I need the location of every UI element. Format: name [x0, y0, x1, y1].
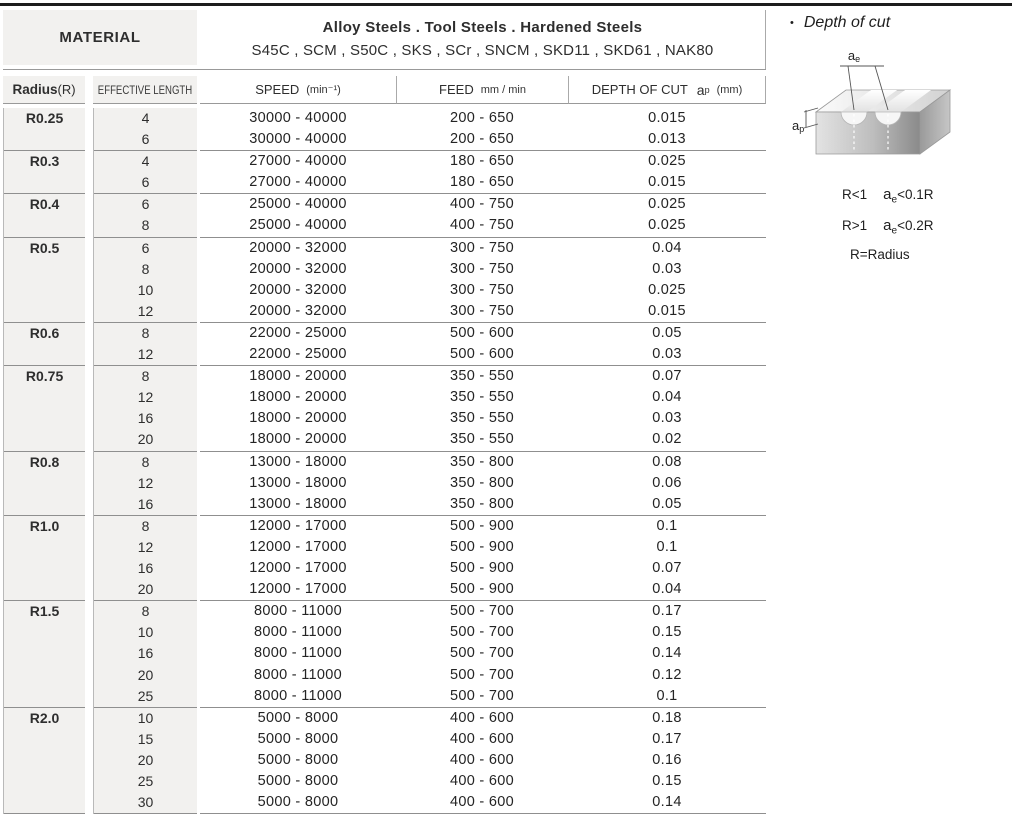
depth-of-cut-cell: 0.03	[652, 410, 682, 427]
effective-length-cell: 10	[137, 624, 154, 641]
table-row	[200, 366, 766, 387]
radius-group-cell	[4, 452, 85, 516]
radius-group-label: R0.5	[29, 239, 60, 256]
radius-group-cell	[4, 516, 85, 601]
feed-cell: 400 - 600	[450, 730, 514, 747]
feed-cell: 400 - 600	[450, 773, 514, 789]
speed-feed-depth-column	[200, 108, 766, 814]
depth-header-symbol-sub: p	[704, 84, 710, 95]
rule-condition: R<1	[842, 187, 868, 202]
speed-cell: 30000 - 40000	[249, 110, 347, 126]
effective-length-cell: 6	[141, 131, 150, 148]
radius-group-cell	[4, 108, 85, 151]
effective-length-column-header	[93, 76, 197, 104]
feed-cell: 500 - 700	[450, 603, 514, 620]
effective-length-cell: 12	[137, 538, 154, 555]
effective-length-cell: 8	[141, 260, 150, 277]
rule-expression: <0.2R	[897, 217, 934, 233]
depth-of-cut-cell: 0.14	[652, 645, 682, 662]
radius-group-label: R0.75	[25, 368, 64, 385]
rule-symbol-sub: e	[891, 225, 898, 237]
depth-of-cut-cell: 0.12	[652, 666, 682, 683]
speed-cell: 5000 - 8000	[257, 794, 339, 811]
effective-length-cell: 30	[137, 794, 154, 811]
depth-of-cut-cell: 0.025	[648, 196, 686, 213]
feed-cell: 400 - 600	[450, 709, 514, 726]
effective-length-cell: 12	[137, 302, 154, 319]
data-group-cell	[200, 238, 766, 323]
effective-length-cell: 6	[141, 174, 150, 191]
length-group-cell	[94, 238, 197, 323]
speed-column-header	[200, 76, 397, 104]
effective-length-cell: 12	[137, 474, 154, 491]
speed-cell: 8000 - 11000	[254, 687, 342, 704]
length-group-cell	[94, 601, 197, 708]
table-row	[200, 792, 766, 813]
rule-symbol: a	[883, 186, 892, 203]
radius-group-label: R1.5	[29, 603, 60, 620]
table-row	[200, 108, 766, 129]
feed-cell: 350 - 800	[450, 453, 514, 470]
ae-rules	[842, 186, 1008, 236]
effective-length-cell: 8	[141, 517, 150, 534]
cutting-conditions-table	[3, 10, 766, 814]
data-group-cell	[200, 452, 766, 516]
depth-of-cut-cell: 0.17	[652, 603, 682, 620]
rule-symbol-sub: e	[891, 194, 898, 206]
rule-symbol: a	[883, 216, 892, 234]
depth-header-unit: (mm)	[716, 83, 743, 96]
speed-header-label: SPEED	[255, 82, 300, 97]
bullet-icon: •	[790, 17, 794, 29]
depth-of-cut-cell: 0.06	[652, 474, 682, 491]
rule-condition: R>1	[842, 217, 868, 233]
radius-group-cell	[4, 151, 85, 194]
material-steel-types: Alloy Steels . Tool Steels . Hardened Steels	[322, 19, 643, 36]
ae-dimension-label: ae	[847, 48, 861, 64]
effective-length-cell: 25	[137, 687, 154, 704]
feed-cell: 400 - 600	[450, 794, 514, 811]
data-group-cell	[200, 323, 766, 366]
speed-cell: 12000 - 17000	[249, 560, 347, 577]
depth-of-cut-cell: 0.05	[652, 324, 682, 341]
radius-group-label: R0.3	[29, 153, 60, 170]
feed-header-unit: mm / min	[480, 83, 526, 96]
radius-column	[3, 108, 85, 814]
feed-cell: 180 - 650	[450, 153, 514, 170]
depth-of-cut-cell: 0.025	[648, 281, 686, 298]
effective-length-cell: 16	[137, 410, 154, 427]
depth-of-cut-cell: 0.02	[652, 431, 682, 448]
ae-rule-small-radius	[842, 186, 1008, 206]
speed-cell: 25000 - 40000	[249, 217, 347, 234]
effective-length-cell: 15	[137, 730, 154, 747]
depth-of-cut-cell: 0.015	[648, 302, 686, 319]
table-row	[200, 129, 766, 150]
table-row	[200, 665, 766, 686]
effective-length-cell: 6	[141, 196, 150, 213]
radius-group-label: R2.0	[29, 709, 60, 726]
depth-header-label: DEPTH OF CUT	[591, 82, 688, 97]
panel-title	[790, 14, 1008, 32]
feed-cell: 180 - 650	[450, 174, 514, 191]
data-group-cell	[200, 194, 766, 237]
table-row	[200, 494, 766, 515]
speed-cell: 13000 - 18000	[249, 474, 347, 491]
length-group-cell	[94, 452, 197, 516]
depth-of-cut-cell: 0.14	[652, 794, 682, 811]
table-row	[200, 215, 766, 236]
length-group-cell	[94, 708, 197, 815]
speed-cell: 20000 - 32000	[249, 260, 347, 277]
effective-length-cell: 8	[141, 324, 150, 341]
table-row	[200, 280, 766, 301]
depth-of-cut-column-header	[569, 76, 766, 104]
material-label: MATERIAL	[59, 29, 141, 46]
radius-group-label: R0.4	[29, 196, 60, 213]
speed-cell: 20000 - 32000	[249, 239, 347, 256]
depth-header-symbol: a	[696, 81, 705, 98]
speed-cell: 13000 - 18000	[249, 453, 347, 470]
speed-cell: 8000 - 11000	[254, 603, 342, 620]
speed-cell: 5000 - 8000	[257, 709, 339, 726]
feed-cell: 350 - 550	[450, 389, 514, 406]
material-row	[3, 10, 766, 70]
feed-header-label: FEED	[439, 82, 474, 97]
effective-length-cell: 6	[141, 239, 150, 256]
speed-cell: 22000 - 25000	[249, 346, 347, 363]
table-row	[200, 708, 766, 729]
depth-of-cut-cell: 0.025	[648, 153, 686, 170]
effective-length-cell: 12	[137, 389, 154, 406]
speed-cell: 5000 - 8000	[257, 773, 339, 789]
speed-cell: 18000 - 20000	[249, 410, 347, 427]
feed-cell: 500 - 600	[450, 324, 514, 341]
length-group-cell	[94, 323, 197, 366]
table-row	[200, 643, 766, 664]
table-row	[200, 194, 766, 215]
radius-column-header	[3, 76, 85, 104]
depth-of-cut-cell: 0.05	[652, 495, 682, 512]
speed-cell: 30000 - 40000	[249, 131, 347, 148]
feed-cell: 500 - 900	[450, 560, 514, 577]
effective-length-cell: 8	[141, 217, 150, 234]
speed-cell: 18000 - 20000	[249, 431, 347, 448]
radius-group-label: R0.8	[29, 453, 60, 470]
table-row	[200, 537, 766, 558]
table-row	[200, 323, 766, 344]
effective-length-header-label: EFFECTIVE LENGTH	[97, 82, 193, 97]
feed-cell: 500 - 700	[450, 666, 514, 683]
depth-of-cut-panel	[790, 14, 1008, 262]
effective-length-cell: 4	[141, 110, 150, 126]
length-group-cell	[94, 516, 197, 601]
feed-cell: 500 - 900	[450, 517, 514, 534]
table-row	[200, 387, 766, 408]
data-group-cell	[200, 108, 766, 151]
radius-group-label: R1.0	[29, 517, 60, 534]
speed-cell: 20000 - 32000	[249, 302, 347, 319]
table-row	[200, 344, 766, 365]
radius-group-cell	[4, 323, 85, 366]
feed-cell: 500 - 700	[450, 687, 514, 704]
depth-of-cut-cell: 0.03	[652, 260, 682, 277]
feed-cell: 300 - 750	[450, 239, 514, 256]
radius-definition-note: R=Radius	[850, 247, 910, 263]
length-group-cell	[94, 366, 197, 451]
depth-of-cut-cell: 0.1	[656, 687, 678, 704]
radius-header-label: Radius	[12, 82, 58, 97]
depth-of-cut-diagram	[792, 46, 972, 178]
data-group-cell	[200, 708, 766, 815]
feed-cell: 400 - 750	[450, 196, 514, 213]
radius-header-suffix: (R)	[57, 82, 76, 97]
radius-group-cell	[4, 238, 85, 323]
table-row	[200, 558, 766, 579]
speed-cell: 12000 - 17000	[249, 517, 347, 534]
speed-header-unit: (min⁻¹)	[306, 84, 341, 96]
feed-cell: 400 - 750	[450, 217, 514, 234]
speed-cell: 8000 - 11000	[254, 666, 342, 683]
radius-group-label: R0.25	[25, 110, 64, 126]
speed-cell: 20000 - 32000	[249, 281, 347, 298]
ap-dimension-label: ap	[792, 118, 805, 134]
effective-length-cell: 4	[141, 153, 150, 170]
table-row	[200, 259, 766, 280]
length-group-cell	[94, 108, 197, 151]
table-row	[200, 473, 766, 494]
length-group-cell	[94, 194, 197, 237]
depth-of-cut-cell: 0.015	[648, 110, 686, 126]
speed-cell: 27000 - 40000	[249, 174, 347, 191]
radius-group-cell	[4, 708, 85, 815]
feed-cell: 350 - 550	[450, 368, 514, 385]
data-group-cell	[200, 366, 766, 451]
feed-cell: 500 - 700	[450, 624, 514, 641]
block-front-face	[816, 112, 920, 154]
feed-cell: 300 - 750	[450, 281, 514, 298]
effective-length-cell: 16	[137, 645, 154, 662]
length-group-cell	[94, 151, 197, 194]
table-body	[3, 108, 766, 814]
table-row	[200, 729, 766, 750]
radius-group-label: R0.6	[29, 324, 60, 341]
depth-of-cut-cell: 0.08	[652, 453, 682, 470]
effective-length-cell: 8	[141, 453, 150, 470]
depth-of-cut-cell: 0.013	[648, 131, 686, 148]
radius-group-cell	[4, 366, 85, 451]
depth-of-cut-cell: 0.1	[656, 517, 678, 534]
depth-of-cut-cell: 0.015	[648, 174, 686, 191]
speed-cell: 8000 - 11000	[254, 645, 342, 662]
table-row	[200, 452, 766, 473]
table-row	[200, 301, 766, 322]
table-row	[200, 516, 766, 537]
radius-group-cell	[4, 194, 85, 237]
speed-cell: 25000 - 40000	[249, 196, 347, 213]
depth-of-cut-cell: 0.15	[652, 624, 682, 641]
speed-cell: 8000 - 11000	[254, 624, 342, 641]
depth-of-cut-cell: 0.07	[652, 560, 682, 577]
speed-cell: 5000 - 8000	[257, 751, 339, 768]
depth-of-cut-cell: 0.18	[652, 709, 682, 726]
material-info-cell	[200, 10, 766, 69]
table-row	[200, 238, 766, 259]
data-group-cell	[200, 151, 766, 194]
effective-length-cell: 12	[137, 346, 154, 363]
table-row	[200, 750, 766, 771]
material-header-cell	[3, 10, 197, 65]
depth-of-cut-cell: 0.04	[652, 389, 682, 406]
feed-cell: 500 - 900	[450, 538, 514, 555]
panel-title-text: Depth of cut	[803, 14, 891, 31]
feed-cell: 350 - 550	[450, 410, 514, 427]
table-row	[200, 601, 766, 622]
speed-cell: 12000 - 17000	[249, 538, 347, 555]
feed-cell: 500 - 700	[450, 645, 514, 662]
speed-cell: 18000 - 20000	[249, 389, 347, 406]
speed-cell: 13000 - 18000	[249, 495, 347, 512]
effective-length-cell: 25	[137, 773, 154, 789]
effective-length-cell: 20	[137, 431, 154, 448]
effective-length-cell: 10	[137, 281, 154, 298]
data-group-cell	[200, 516, 766, 601]
column-header-row	[3, 76, 766, 104]
table-row	[200, 172, 766, 193]
speed-cell: 22000 - 25000	[249, 324, 347, 341]
effective-length-cell: 8	[141, 603, 150, 620]
feed-cell: 350 - 800	[450, 474, 514, 491]
data-group-cell	[200, 601, 766, 708]
table-row	[200, 408, 766, 429]
speed-cell: 5000 - 8000	[257, 730, 339, 747]
depth-of-cut-cell: 0.07	[652, 368, 682, 385]
table-row	[200, 686, 766, 707]
effective-length-cell: 20	[137, 666, 154, 683]
feed-cell: 500 - 900	[450, 581, 514, 598]
top-divider-rule	[0, 3, 1012, 6]
feed-column-header	[397, 76, 569, 104]
table-row	[200, 771, 766, 792]
radius-group-cell	[4, 601, 85, 708]
table-row	[200, 622, 766, 643]
effective-length-cell: 20	[137, 751, 154, 768]
speed-cell: 12000 - 17000	[249, 581, 347, 598]
depth-of-cut-cell: 0.1	[656, 538, 678, 555]
effective-length-cell: 16	[137, 495, 154, 512]
depth-of-cut-cell: 0.04	[652, 239, 682, 256]
table-row	[200, 579, 766, 600]
depth-of-cut-cell: 0.17	[652, 730, 682, 747]
feed-cell: 200 - 650	[450, 110, 514, 126]
effective-length-cell: 8	[141, 368, 150, 385]
feed-cell: 350 - 800	[450, 495, 514, 512]
feed-cell: 300 - 750	[450, 260, 514, 277]
depth-of-cut-cell: 0.15	[652, 773, 682, 789]
feed-cell: 350 - 550	[450, 431, 514, 448]
depth-of-cut-cell: 0.16	[652, 751, 682, 768]
material-steel-grades: S45C , SCM , S50C , SKS , SCr , SNCM , SKD11 , SKD61 , NAK80	[251, 41, 714, 59]
effective-length-cell: 20	[137, 581, 154, 598]
table-row	[200, 429, 766, 450]
depth-of-cut-cell: 0.04	[652, 581, 682, 598]
depth-of-cut-cell: 0.025	[648, 217, 686, 234]
feed-cell: 300 - 750	[450, 302, 514, 319]
speed-cell: 18000 - 20000	[249, 368, 347, 385]
effective-length-cell: 16	[137, 560, 154, 577]
effective-length-cell: 10	[137, 709, 154, 726]
table-row	[200, 151, 766, 172]
feed-cell: 200 - 650	[450, 131, 514, 148]
feed-cell: 500 - 600	[450, 346, 514, 363]
speed-cell: 27000 - 40000	[249, 153, 347, 170]
depth-of-cut-cell: 0.03	[652, 346, 682, 363]
ae-rule-large-radius	[842, 217, 1008, 237]
rule-expression: <0.1R	[897, 187, 934, 202]
effective-length-column	[93, 108, 197, 814]
feed-cell: 400 - 600	[450, 751, 514, 768]
